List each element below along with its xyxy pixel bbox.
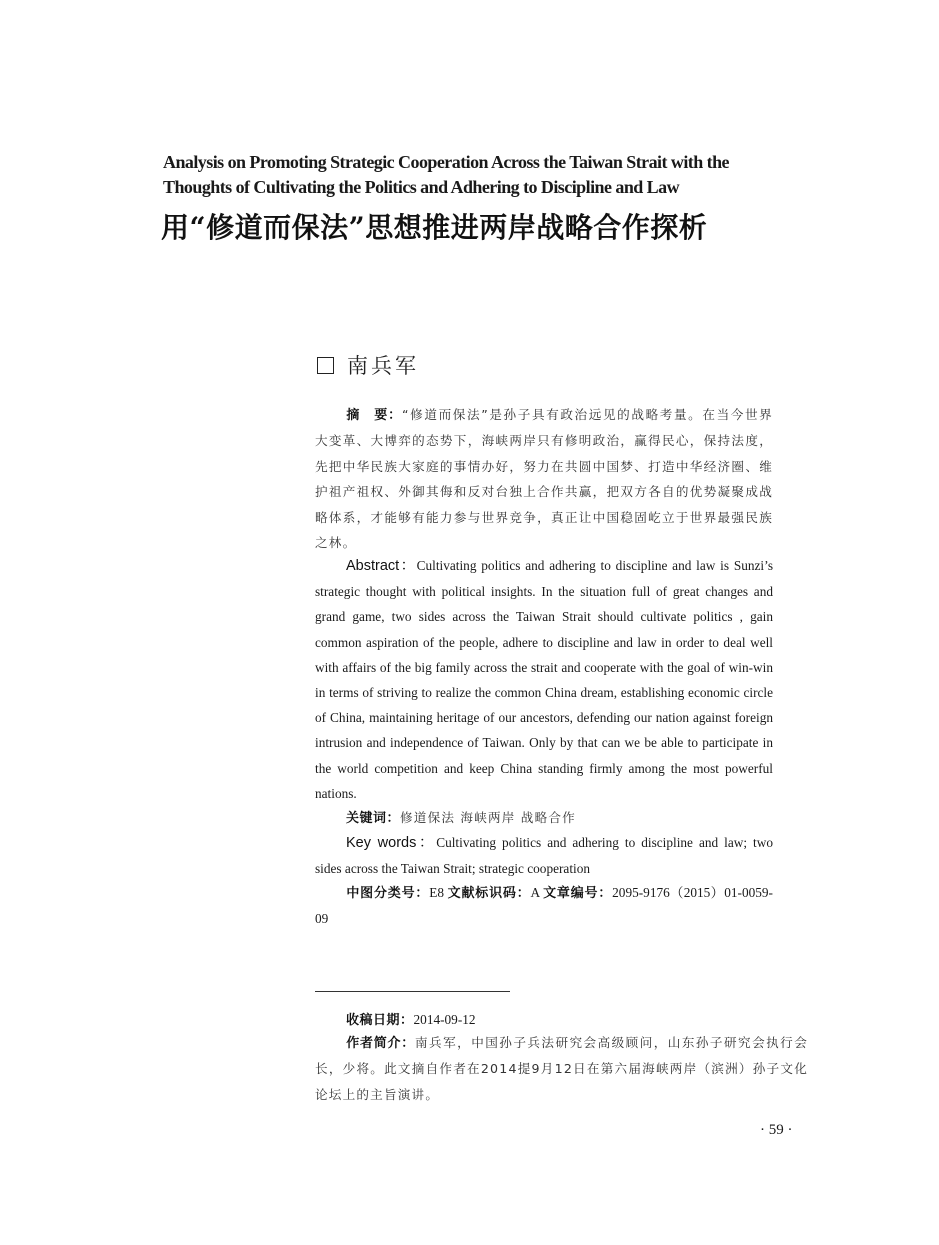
bio-label: 作者简介： — [346, 1036, 416, 1051]
received-value: 2014-09-12 — [413, 1012, 476, 1027]
footnote-divider — [315, 991, 510, 992]
abstract-cn-label: 摘 要： — [346, 408, 403, 423]
keywords-english — [315, 830, 773, 881]
english-title — [163, 150, 803, 200]
keywords-cn-text: 修道保法 海峡两岸 战略合作 — [400, 810, 576, 825]
author-bio — [315, 1030, 808, 1107]
abstract-english — [315, 553, 773, 806]
author-line — [317, 350, 419, 380]
received-label: 收稿日期： — [346, 1013, 414, 1028]
doc-code-value: A — [530, 885, 540, 900]
clc-value: E8 — [429, 885, 444, 900]
classification-info — [315, 880, 773, 931]
page-number: · 59 · — [760, 1122, 793, 1138]
abstract-en-label: Abstract： — [346, 558, 417, 574]
keywords-chinese — [315, 805, 773, 831]
author-box-icon — [317, 357, 334, 374]
abstract-en-text: Cultivating politics and adhering to discipline and law is Sunzi’s strategic thought with political insights. In the situation full of great changes and grand game, two sides across the Taiwan Strait should cultivate politics , gain common aspiration of the people, adhere to discipline and law in order to deal well with affairs of the big family across the strait and cooperate with the goal of win-win in terms of striving to realize the common China dream, establishing economic circle of China, maintaining heritage of our ancestors, defending our nation against foreign intrusion and independence of Taiwan. Only by that can we be able to participate in the world competition and keep China standing firmly among the most powerful nations. — [315, 558, 773, 801]
article-no-label: 文章编号： — [543, 886, 613, 901]
bio-text: 南兵军，中国孙子兵法研究会高级顾问，山东孙子研究会执行会长，少将。此文摘自作者在2014提9月12日在第六届海峡两岸（滨洲）孙子文化论坛上的主旨演讲。 — [315, 1035, 808, 1102]
clc-label: 中图分类号： — [346, 886, 430, 901]
doc-code-label: 文献标识码： — [447, 886, 531, 901]
article-no-value: 2095-9176（2015）01-0059-09 — [315, 885, 773, 927]
abstract-cn-text: “修道而保法”是孙子具有政治远见的战略考量。在当今世界大变革、大博弈的态势下，海峡两岸只有修明政治，赢得民心，保持法度，先把中华民族大家庭的事情办好，努力在共圆中国梦、打造中华经济圈、维护祖产祖权、外御其侮和反对台独上合作共赢，把双方各自的优势凝聚成战略体系，才能够有能力参与世界竞争，真正让中国稳固屹立于世界最强民族之林。 — [315, 407, 773, 551]
keywords-en-label: Key words： — [346, 835, 437, 851]
keywords-en-text: Cultivating politics and adhering to discipline and law; two sides across the Taiwan Strait; strategic cooperation — [315, 835, 773, 877]
chinese-title: 用“修道而保法”思想推进两岸战略合作探析 — [161, 211, 708, 244]
keywords-cn-label: 关键词： — [346, 811, 401, 826]
author-name: 南兵军 — [347, 354, 419, 378]
english-title-line-1: Analysis on Promoting Strategic Cooperation Across the Taiwan Strait with the — [163, 152, 729, 172]
english-title-line-2: Thoughts of Cultivating the Politics and Adhering to Discipline and Law — [163, 177, 680, 197]
abstract-chinese — [315, 402, 773, 555]
